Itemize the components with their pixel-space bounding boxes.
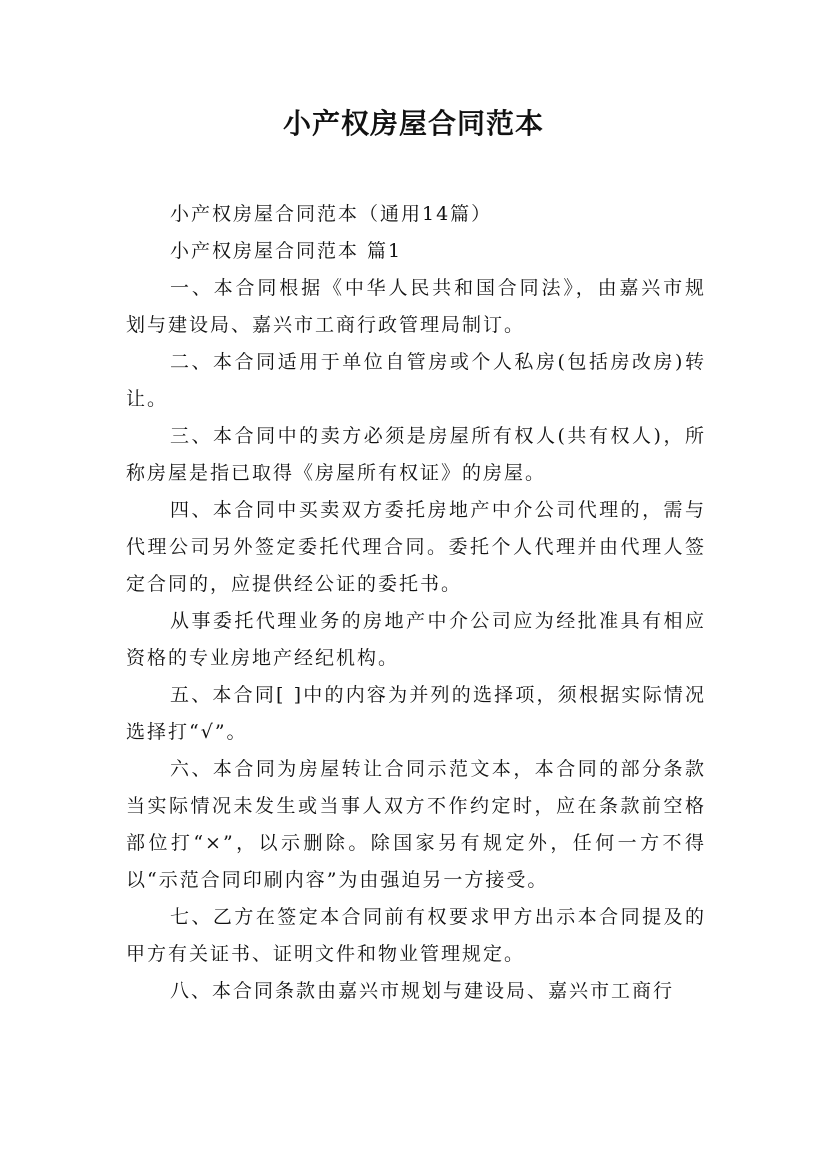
paragraph-section-heading: 小产权房屋合同范本 篇1 [170, 240, 403, 262]
paragraph-clause-4-note: 从事委托代理业务的房地产中介公司应为经批准具有相应资格的专业房地产经纪机构。 [126, 610, 706, 669]
paragraph-clause-5: 五、本合同[ ]中的内容为并列的选择项，须根据实际情况选择打“√”。 [126, 684, 706, 743]
document-body [126, 196, 706, 1010]
paragraph-clause-8: 八、本合同条款由嘉兴市规划与建设局、嘉兴市工商行 [170, 980, 675, 1002]
paragraph-clause-7: 七、乙方在签定本合同前有权要求甲方出示本合同提及的甲方有关证书、证明文件和物业管理规定。 [126, 906, 706, 965]
document-title: 小产权房屋合同范本 [282, 107, 544, 140]
paragraph-clause-1: 一、本合同根据《中华人民共和国合同法》，由嘉兴市规划与建设局、嘉兴市工商行政管理局制订。 [126, 277, 706, 336]
paragraph-clause-6: 六、本合同为房屋转让合同示范文本，本合同的部分条款当实际情况未发生或当事人双方不作约定时，应在条款前空格部位打“×”，以示删除。除国家另有规定外，任何一方不得以“示范合同印刷内容”为由强迫另一方接受。 [126, 758, 706, 891]
paragraph-clause-2: 二、本合同适用于单位自管房或个人私房(包括房改房)转让。 [126, 351, 706, 410]
paragraph-clause-3: 三、本合同中的卖方必须是房屋所有权人(共有权人)，所称房屋是指已取得《房屋所有权证》的房屋。 [126, 425, 706, 484]
paragraph-subtitle: 小产权房屋合同范本（通用14篇） [170, 203, 493, 225]
paragraph-clause-4: 四、本合同中买卖双方委托房地产中介公司代理的，需与代理公司另外签定委托代理合同。委托个人代理并由代理人签定合同的，应提供经公证的委托书。 [126, 499, 706, 595]
